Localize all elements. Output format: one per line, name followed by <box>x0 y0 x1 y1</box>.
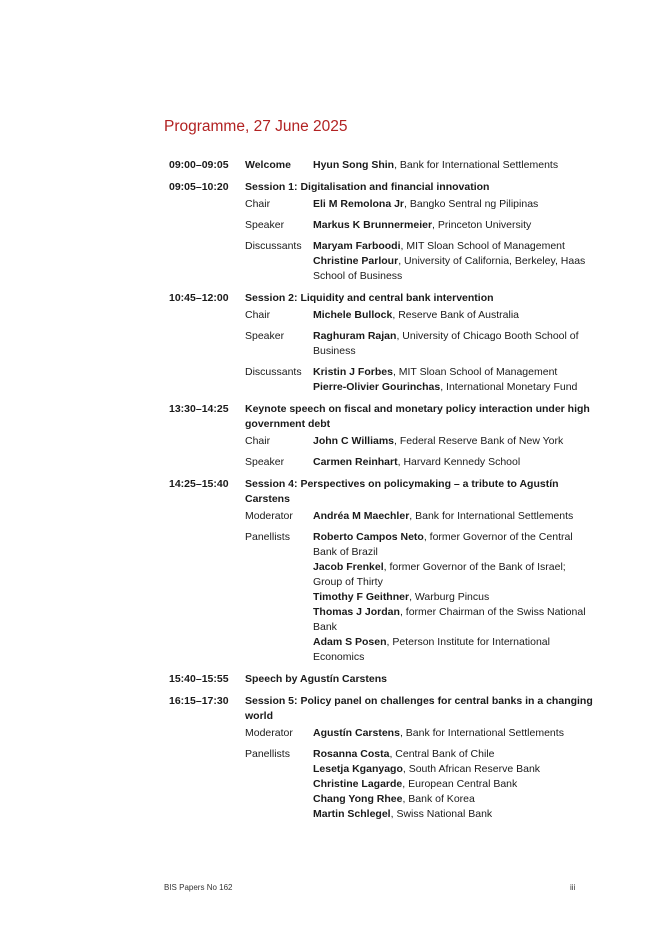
role-label: Chair <box>245 309 271 321</box>
participant-name: Markus K Brunnermeier <box>313 219 433 231</box>
role-row <box>245 329 595 359</box>
role-row <box>245 747 595 822</box>
participant-affiliation: , Bank of Korea <box>402 793 475 805</box>
session-title: Session 2: Liquidity and central bank intervention <box>245 292 494 304</box>
participant-affiliation: , former Chairman of the Swiss National Bank <box>313 606 586 633</box>
session-time: 13:30–14:25 <box>169 403 229 415</box>
role-row <box>245 239 595 284</box>
session-time: 10:45–12:00 <box>169 292 229 304</box>
role-row <box>245 509 595 524</box>
role-row <box>245 218 595 233</box>
session-title: Welcome <box>245 159 291 171</box>
participant-affiliation: , MIT Sloan School of Management <box>392 366 558 378</box>
participant-name: Agustín Carstens <box>313 727 400 739</box>
programme-session <box>169 672 595 687</box>
participant <box>313 747 595 762</box>
role-label: Chair <box>245 198 271 210</box>
role-row <box>245 197 595 212</box>
participant <box>313 726 595 741</box>
participant-name: Christine Parlour <box>313 255 399 267</box>
page-title: Programme, 27 June 2025 <box>164 118 348 135</box>
role-label: Panellists <box>245 748 290 760</box>
participant-name: Andréa M Maechler <box>313 510 410 522</box>
participant-affiliation: , MIT Sloan School of Management <box>400 240 565 252</box>
programme-session <box>169 477 595 665</box>
programme-session <box>169 180 595 284</box>
participant <box>313 590 595 605</box>
session-title: Keynote speech on fiscal and monetary policy interaction under high government debt <box>245 403 590 430</box>
session-time: 09:05–10:20 <box>169 181 229 193</box>
role-row <box>245 434 595 449</box>
role-label: Speaker <box>245 219 285 231</box>
participant-affiliation: , University of California, Berkeley, Haas School of Business <box>313 255 586 282</box>
participant <box>313 254 595 284</box>
participant-affiliation: , Bank for International Settlements <box>394 159 559 171</box>
role-label: Speaker <box>245 456 285 468</box>
session-title: Session 4: Perspectives on policymaking – a tribute to Agustín Carstens <box>245 478 559 505</box>
participant-name: Hyun Song Shin <box>313 159 395 171</box>
participant-affiliation: , Reserve Bank of Australia <box>392 309 520 321</box>
participant-name: Jacob Frenkel <box>313 561 384 573</box>
participant <box>313 530 595 560</box>
participant-affiliation: , University of Chicago Booth School of Business <box>313 330 579 357</box>
participant-affiliation: , Bank for International Settlements <box>409 510 574 522</box>
role-label: Panellists <box>245 531 290 543</box>
participant <box>313 239 595 254</box>
session-time: 09:00–09:05 <box>169 159 229 171</box>
participant-affiliation: , Swiss National Bank <box>390 808 493 820</box>
participant <box>313 158 595 173</box>
participant-affiliation: , Peterson Institute for International Economics <box>313 636 550 663</box>
programme-session <box>169 291 595 395</box>
participant <box>313 365 595 380</box>
session-time: 15:40–15:55 <box>169 673 229 685</box>
participant <box>313 635 595 665</box>
participant-name: Roberto Campos Neto <box>313 531 424 543</box>
participant-affiliation: , European Central Bank <box>402 778 518 790</box>
role-label: Discussants <box>245 240 302 252</box>
participant <box>313 197 595 212</box>
role-row <box>245 365 595 395</box>
participant <box>313 308 595 323</box>
participant-affiliation: , Harvard Kennedy School <box>397 456 521 468</box>
participant-name: Raghuram Rajan <box>313 330 397 342</box>
participant <box>313 218 595 233</box>
participant-affiliation: , Central Bank of Chile <box>389 748 495 760</box>
participant-affiliation: , Bank for International Settlements <box>399 727 564 739</box>
role-row <box>245 455 595 470</box>
session-title: Session 5: Policy panel on challenges for central banks in a changing world <box>245 695 593 722</box>
role-row <box>245 308 595 323</box>
participant-affiliation: , former Governor of the Central Bank of Brazil <box>313 531 573 558</box>
programme-session <box>169 694 595 822</box>
role-label: Discussants <box>245 366 302 378</box>
participant <box>313 434 595 449</box>
participant <box>313 762 595 777</box>
participant-name: Chang Yong Rhee <box>313 793 403 805</box>
participant-name: Martin Schlegel <box>313 808 391 820</box>
participant-affiliation: , South African Reserve Bank <box>402 763 541 775</box>
footer-page-number: iii <box>570 883 576 892</box>
participant <box>313 509 595 524</box>
programme-session <box>169 402 595 470</box>
participant-affiliation: , former Governor of the Bank of Israel; Group of Thirty <box>313 561 566 588</box>
role-row <box>245 530 595 665</box>
role-row <box>245 726 595 741</box>
participant-name: Michele Bullock <box>313 309 393 321</box>
participant-name: Eli M Remolona Jr <box>313 198 405 210</box>
participant <box>313 329 595 359</box>
participant-affiliation: , Warburg Pincus <box>409 591 490 603</box>
participant <box>313 792 595 807</box>
footer-publication: BIS Papers No 162 <box>164 883 233 892</box>
participant-affiliation: , Princeton University <box>432 219 532 231</box>
participant-affiliation: , Bangko Sentral ng Pilipinas <box>404 198 539 210</box>
programme-table <box>169 158 595 822</box>
participant-name: Timothy F Geithner <box>313 591 410 603</box>
role-label: Moderator <box>245 727 293 739</box>
participant-name: Adam S Posen <box>313 636 387 648</box>
role-label: Speaker <box>245 330 285 342</box>
participant-affiliation: , International Monetary Fund <box>440 381 578 393</box>
participant-name: Maryam Farboodi <box>313 240 401 252</box>
session-time: 14:25–15:40 <box>169 478 229 490</box>
participant-name: Kristin J Forbes <box>313 366 393 378</box>
participant-name: Thomas J Jordan <box>313 606 400 618</box>
participant-name: Carmen Reinhart <box>313 456 398 468</box>
participant <box>313 560 595 590</box>
programme-session <box>169 158 595 173</box>
participant <box>313 807 595 822</box>
participant-name: Rosanna Costa <box>313 748 390 760</box>
role-label: Moderator <box>245 510 293 522</box>
session-time: 16:15–17:30 <box>169 695 229 707</box>
participant <box>313 380 595 395</box>
participant <box>313 777 595 792</box>
participant-name: Pierre-Olivier Gourinchas <box>313 381 441 393</box>
participant-name: Lesetja Kganyago <box>313 763 403 775</box>
participant <box>313 605 595 635</box>
participant-name: Christine Lagarde <box>313 778 403 790</box>
role-label: Chair <box>245 435 271 447</box>
session-title: Session 1: Digitalisation and financial innovation <box>245 181 490 193</box>
participant-affiliation: , Federal Reserve Bank of New York <box>394 435 564 447</box>
participant <box>313 455 595 470</box>
participant-name: John C Williams <box>313 435 395 447</box>
session-title: Speech by Agustín Carstens <box>245 673 387 685</box>
